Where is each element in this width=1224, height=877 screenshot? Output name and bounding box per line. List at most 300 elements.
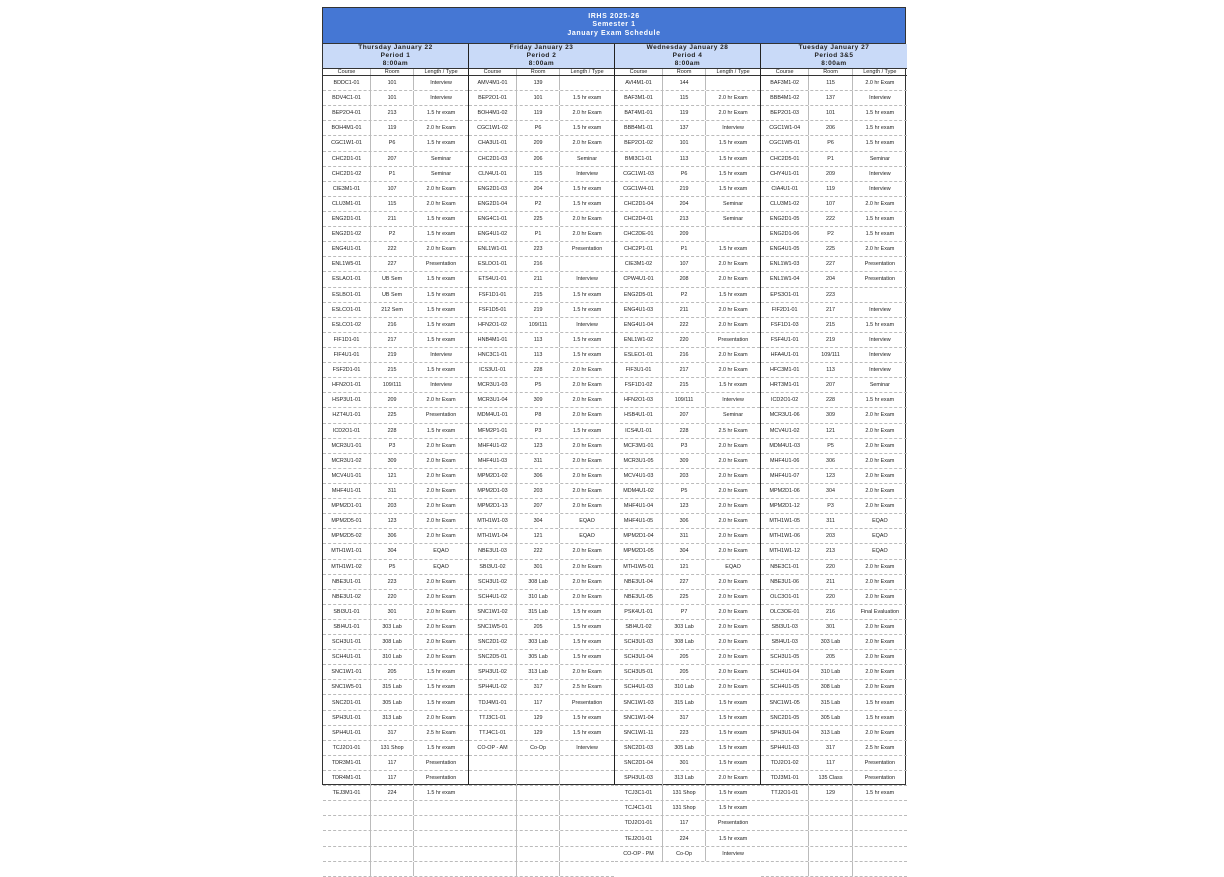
table-row bbox=[761, 695, 907, 710]
length-type-cell: 2.0 hr Exam bbox=[865, 593, 895, 600]
course-cell: SBI4U1-02 bbox=[615, 620, 663, 634]
table-row bbox=[615, 227, 760, 242]
table-row bbox=[761, 257, 907, 272]
room-cell: P6 bbox=[809, 136, 852, 150]
length-type-cell: Presentation bbox=[864, 775, 896, 782]
school-year: IRHS 2025-26 bbox=[588, 12, 640, 20]
course-cell: FSF1D5-01 bbox=[469, 303, 517, 317]
table-row bbox=[469, 695, 614, 710]
table-row bbox=[761, 620, 907, 635]
length-type-cell: 2.0 hr Exam bbox=[865, 427, 895, 434]
table-row bbox=[323, 514, 468, 529]
room-cell: 227 bbox=[371, 257, 414, 271]
length-type-cell: 1.5 hr exam bbox=[718, 744, 748, 751]
length-type-cell: Seminar bbox=[869, 155, 890, 162]
course-cell: OLC3O1-01 bbox=[761, 590, 809, 604]
table-row bbox=[469, 605, 614, 620]
length-type-cell: 2.0 hr Exam bbox=[426, 397, 456, 404]
length-type-cell: Interview bbox=[869, 170, 891, 177]
length-type-cell: 2.0 hr Exam bbox=[718, 593, 748, 600]
room-cell: 129 bbox=[809, 786, 852, 800]
room-cell: 315 Lab bbox=[809, 695, 852, 709]
table-row bbox=[761, 726, 907, 741]
length-type-cell: Presentation bbox=[425, 261, 457, 268]
table-row bbox=[761, 529, 907, 544]
course-cell: MPM2D5-02 bbox=[323, 529, 371, 543]
length-type-cell: 1.5 hr exam bbox=[865, 231, 895, 238]
room-cell: 227 bbox=[809, 257, 852, 271]
table-row bbox=[615, 680, 760, 695]
length-type-cell bbox=[560, 816, 614, 830]
course-cell: CHC2D1-03 bbox=[469, 152, 517, 166]
table-row bbox=[615, 378, 760, 393]
course-cell: SPH3U1-01 bbox=[323, 711, 371, 725]
table-row bbox=[323, 378, 468, 393]
length-type-cell: 2.0 hr Exam bbox=[865, 729, 895, 736]
exam-rows bbox=[615, 76, 760, 862]
room-cell: 224 bbox=[663, 831, 706, 845]
day-header-day: Friday January 23 bbox=[509, 44, 574, 51]
length-type-cell: 2.0 hr Exam bbox=[718, 608, 748, 615]
room-cell: 308 Lab bbox=[809, 680, 852, 694]
course-cell: BEP2O1-01 bbox=[469, 91, 517, 105]
room-cell: 310 Lab bbox=[809, 665, 852, 679]
room-cell: 206 bbox=[517, 152, 560, 166]
table-row bbox=[761, 424, 907, 439]
course-cell: FSF1D1-01 bbox=[469, 288, 517, 302]
length-type-cell: 1.5 hr exam bbox=[572, 654, 602, 661]
course-cell: ICS4U1-01 bbox=[615, 424, 663, 438]
table-row bbox=[761, 333, 907, 348]
table-row bbox=[469, 272, 614, 287]
length-type-cell bbox=[414, 831, 468, 845]
course-cell: ENG2D5-01 bbox=[615, 288, 663, 302]
course-cell: HSB4U1-01 bbox=[615, 408, 663, 422]
table-row bbox=[323, 333, 468, 348]
table-row bbox=[323, 605, 468, 620]
day-header-time: 8:00am bbox=[382, 60, 409, 67]
room-cell: 121 bbox=[809, 424, 852, 438]
table-row bbox=[615, 529, 760, 544]
table-row bbox=[761, 348, 907, 363]
course-cell: ESLCO1-01 bbox=[323, 303, 371, 317]
table-row bbox=[323, 408, 468, 423]
length-type-cell: 1.5 hr exam bbox=[718, 291, 748, 298]
table-row bbox=[615, 303, 760, 318]
room-cell: P3 bbox=[809, 499, 852, 513]
length-type-cell: 2.0 hr Exam bbox=[865, 623, 895, 630]
room-cell: P7 bbox=[663, 605, 706, 619]
room-cell: 313 Lab bbox=[517, 665, 560, 679]
length-type-cell: 1.5 hr exam bbox=[426, 110, 456, 117]
table-row bbox=[615, 152, 760, 167]
room-cell: 205 bbox=[371, 665, 414, 679]
room-cell: 207 bbox=[663, 408, 706, 422]
table-row bbox=[761, 560, 907, 575]
room-cell: 107 bbox=[809, 197, 852, 211]
room-cell: 310 Lab bbox=[517, 590, 560, 604]
table-row bbox=[323, 831, 468, 846]
course-cell: FSF4U1-01 bbox=[761, 333, 809, 347]
length-type-cell: Presentation bbox=[717, 336, 749, 343]
day-header-period: Period 3&5 bbox=[814, 52, 854, 59]
length-type-cell: 2.0 hr Exam bbox=[572, 503, 602, 510]
length-type-cell: Presentation bbox=[571, 246, 603, 253]
course-cell: SNC1W5-01 bbox=[469, 620, 517, 634]
table-row bbox=[469, 847, 614, 862]
room-cell: 222 bbox=[371, 242, 414, 256]
subheader-course: Course bbox=[615, 69, 663, 75]
room-cell: 225 bbox=[371, 408, 414, 422]
course-cell: FIF1D1-01 bbox=[323, 333, 371, 347]
length-type-cell: 2.0 hr Exam bbox=[718, 775, 748, 782]
room-cell: 211 bbox=[809, 575, 852, 589]
room-cell: P1 bbox=[517, 227, 560, 241]
table-row bbox=[469, 318, 614, 333]
course-cell bbox=[323, 847, 371, 861]
room-cell bbox=[371, 831, 414, 845]
length-type-cell: 1.5 hr exam bbox=[865, 714, 895, 721]
table-row bbox=[323, 272, 468, 287]
subheader-room: Room bbox=[517, 69, 560, 75]
length-type-cell: EQAO bbox=[579, 533, 595, 540]
table-row bbox=[323, 590, 468, 605]
room-cell: P3 bbox=[371, 439, 414, 453]
course-cell: SCH4U1-01 bbox=[323, 650, 371, 664]
room-cell: 209 bbox=[517, 136, 560, 150]
subheader-course: Course bbox=[323, 69, 371, 75]
room-cell: 228 bbox=[517, 363, 560, 377]
length-type-cell: 2.0 hr Exam bbox=[426, 623, 456, 630]
table-row bbox=[615, 514, 760, 529]
length-type-cell: 2.0 hr Exam bbox=[718, 669, 748, 676]
length-type-cell bbox=[853, 831, 907, 845]
room-cell: 101 bbox=[371, 91, 414, 105]
table-row bbox=[615, 575, 760, 590]
course-cell: CGC1W1-02 bbox=[469, 121, 517, 135]
course-cell: ENG4U1-01 bbox=[323, 242, 371, 256]
day-header-period: Period 1 bbox=[380, 52, 411, 59]
table-row bbox=[469, 635, 614, 650]
course-cell: CLN4U1-01 bbox=[469, 167, 517, 181]
room-cell: 109/111 bbox=[517, 318, 560, 332]
length-type-cell: 1.5 hr exam bbox=[718, 185, 748, 192]
table-row bbox=[469, 816, 614, 831]
length-type-cell: 2.0 hr Exam bbox=[426, 654, 456, 661]
course-cell: MCV4U1-01 bbox=[323, 469, 371, 483]
course-cell: CHC2DE-01 bbox=[615, 227, 663, 241]
course-cell: MHF4U1-07 bbox=[761, 469, 809, 483]
length-type-cell: 2.0 hr Exam bbox=[865, 503, 895, 510]
room-cell: 119 bbox=[663, 106, 706, 120]
length-type-cell: 1.5 hr exam bbox=[426, 744, 456, 751]
room-cell: 313 Lab bbox=[371, 711, 414, 725]
course-cell: SCH3U1-03 bbox=[615, 635, 663, 649]
course-cell: CIA4U1-01 bbox=[761, 182, 809, 196]
course-cell bbox=[323, 816, 371, 830]
course-cell: HFN2O1-03 bbox=[615, 393, 663, 407]
table-row bbox=[469, 529, 614, 544]
table-row bbox=[469, 121, 614, 136]
course-cell: ENG4C1-01 bbox=[469, 212, 517, 226]
length-type-cell: 2.5 hr Exam bbox=[426, 729, 456, 736]
length-type-cell: Presentation bbox=[425, 775, 457, 782]
table-row bbox=[469, 560, 614, 575]
length-type-cell: 2.0 hr Exam bbox=[426, 200, 456, 207]
length-type-cell: 1.5 hr exam bbox=[572, 95, 602, 102]
room-cell: 101 bbox=[663, 136, 706, 150]
length-type-cell: 2.0 hr Exam bbox=[718, 654, 748, 661]
room-cell bbox=[517, 771, 560, 785]
table-row bbox=[615, 499, 760, 514]
course-cell bbox=[469, 831, 517, 845]
length-type-cell: 2.0 hr Exam bbox=[426, 593, 456, 600]
room-cell: 219 bbox=[663, 182, 706, 196]
table-row bbox=[323, 167, 468, 182]
length-type-cell: 1.5 hr exam bbox=[572, 608, 602, 615]
length-type-cell: 1.5 hr exam bbox=[718, 714, 748, 721]
course-cell: HFC3M1-01 bbox=[761, 363, 809, 377]
course-cell: BAF3M1-01 bbox=[615, 91, 663, 105]
room-cell: 225 bbox=[517, 212, 560, 226]
length-type-cell: 1.5 hr exam bbox=[572, 623, 602, 630]
table-row bbox=[323, 106, 468, 121]
length-type-cell: Seminar bbox=[869, 382, 890, 389]
course-cell: ESLBO1-01 bbox=[323, 288, 371, 302]
course-cell: BEP2O1-02 bbox=[615, 136, 663, 150]
room-cell: Co-Op bbox=[663, 847, 706, 861]
length-type-cell: 1.5 hr exam bbox=[718, 155, 748, 162]
table-row bbox=[323, 197, 468, 212]
length-type-cell: 2.0 hr Exam bbox=[865, 669, 895, 676]
course-cell: BEP2O1-03 bbox=[761, 106, 809, 120]
room-cell: P5 bbox=[663, 484, 706, 498]
length-type-cell bbox=[706, 76, 760, 90]
room-cell: 305 Lab bbox=[663, 741, 706, 755]
subheader-length: Length / Type bbox=[716, 69, 750, 75]
length-type-cell bbox=[853, 801, 907, 815]
room-cell: 301 bbox=[517, 560, 560, 574]
table-row bbox=[469, 76, 614, 91]
table-row bbox=[323, 741, 468, 756]
room-cell: 113 bbox=[517, 348, 560, 362]
room-cell: 213 bbox=[371, 106, 414, 120]
table-row bbox=[761, 303, 907, 318]
room-cell: 129 bbox=[517, 711, 560, 725]
length-type-cell: 1.5 hr exam bbox=[718, 790, 748, 797]
room-cell: 309 bbox=[663, 454, 706, 468]
table-row bbox=[469, 741, 614, 756]
room-cell: 204 bbox=[517, 182, 560, 196]
length-type-cell: Seminar bbox=[431, 170, 452, 177]
length-type-cell: Presentation bbox=[864, 276, 896, 283]
course-cell: HFA4U1-01 bbox=[761, 348, 809, 362]
length-type-cell: 2.5 hr Exam bbox=[718, 427, 748, 434]
table-row bbox=[761, 91, 907, 106]
table-row bbox=[615, 242, 760, 257]
course-cell: ESLAO1-01 bbox=[323, 272, 371, 286]
table-row bbox=[469, 439, 614, 454]
room-cell: 117 bbox=[517, 695, 560, 709]
table-row bbox=[323, 620, 468, 635]
room-cell: 223 bbox=[517, 242, 560, 256]
course-cell: EPS3O1-01 bbox=[761, 288, 809, 302]
length-type-cell: 2.0 hr Exam bbox=[572, 593, 602, 600]
length-type-cell: 1.5 hr exam bbox=[718, 835, 748, 842]
room-cell: 203 bbox=[517, 484, 560, 498]
table-row bbox=[615, 756, 760, 771]
room-cell: 303 Lab bbox=[663, 620, 706, 634]
subheader-room: Room bbox=[371, 69, 414, 75]
length-type-cell: 2.0 hr Exam bbox=[426, 472, 456, 479]
table-row bbox=[761, 816, 907, 831]
day-header-period: Period 2 bbox=[526, 52, 557, 59]
subheader-length: Length / Type bbox=[863, 69, 897, 75]
length-type-cell: 1.5 hr exam bbox=[865, 216, 895, 223]
table-row bbox=[615, 136, 760, 151]
course-cell: HFN2O1-01 bbox=[323, 378, 371, 392]
room-cell: 311 bbox=[809, 514, 852, 528]
course-cell: HNB4M1-01 bbox=[469, 333, 517, 347]
table-row bbox=[761, 121, 907, 136]
course-cell: NBE3U1-06 bbox=[761, 575, 809, 589]
length-type-cell bbox=[414, 801, 468, 815]
length-type-cell: 1.5 hr exam bbox=[718, 759, 748, 766]
room-cell: 228 bbox=[371, 424, 414, 438]
course-cell: MCF3M1-01 bbox=[615, 439, 663, 453]
room-cell: P1 bbox=[809, 152, 852, 166]
room-cell: 309 bbox=[371, 454, 414, 468]
course-cell: ICD2O1-02 bbox=[761, 393, 809, 407]
length-type-cell: EQAO bbox=[579, 518, 595, 525]
length-type-cell: Presentation bbox=[717, 820, 749, 827]
length-type-cell: 1.5 hr exam bbox=[865, 140, 895, 147]
length-type-cell: 2.0 hr Exam bbox=[718, 306, 748, 313]
room-cell bbox=[517, 801, 560, 815]
length-type-cell: 1.5 hr exam bbox=[718, 729, 748, 736]
exam-day-column bbox=[323, 44, 469, 797]
table-row bbox=[761, 786, 907, 801]
semester: Semester 1 bbox=[592, 21, 636, 29]
room-cell: 208 bbox=[663, 272, 706, 286]
course-cell: MHF4U1-06 bbox=[761, 454, 809, 468]
course-cell: BOH4M1-02 bbox=[469, 106, 517, 120]
course-cell: ENG4U1-04 bbox=[615, 318, 663, 332]
table-row bbox=[323, 439, 468, 454]
table-row bbox=[323, 680, 468, 695]
course-cell bbox=[761, 862, 809, 876]
course-cell: NBE3U1-03 bbox=[469, 544, 517, 558]
table-row bbox=[761, 454, 907, 469]
length-type-cell: 2.0 hr Exam bbox=[718, 623, 748, 630]
table-row bbox=[761, 771, 907, 786]
table-row bbox=[615, 212, 760, 227]
room-cell: 219 bbox=[517, 303, 560, 317]
course-cell: SCH3U1-02 bbox=[469, 575, 517, 589]
table-row bbox=[469, 499, 614, 514]
room-cell: 215 bbox=[663, 378, 706, 392]
course-cell: NBE3U1-05 bbox=[615, 590, 663, 604]
length-type-cell: 2.0 hr Exam bbox=[572, 140, 602, 147]
course-cell bbox=[469, 771, 517, 785]
room-cell: 211 bbox=[517, 272, 560, 286]
table-row bbox=[615, 469, 760, 484]
course-cell: SCH4U1-02 bbox=[469, 590, 517, 604]
room-cell: 304 bbox=[517, 514, 560, 528]
table-row bbox=[323, 227, 468, 242]
length-type-cell: 2.0 hr Exam bbox=[426, 246, 456, 253]
table-row bbox=[469, 680, 614, 695]
room-cell bbox=[517, 816, 560, 830]
table-row bbox=[761, 756, 907, 771]
length-type-cell: 2.0 hr Exam bbox=[572, 382, 602, 389]
length-type-cell: 2.0 hr Exam bbox=[718, 442, 748, 449]
length-type-cell bbox=[414, 862, 468, 876]
course-cell: SPH4U1-03 bbox=[761, 741, 809, 755]
course-cell bbox=[469, 816, 517, 830]
table-row bbox=[323, 91, 468, 106]
course-cell: SCH3U1-05 bbox=[761, 650, 809, 664]
table-row bbox=[761, 544, 907, 559]
table-row bbox=[761, 167, 907, 182]
table-row bbox=[469, 484, 614, 499]
course-cell: HNC3C1-01 bbox=[469, 348, 517, 362]
length-type-cell: 2.0 hr Exam bbox=[718, 276, 748, 283]
length-type-cell: 2.0 hr Exam bbox=[718, 533, 748, 540]
course-cell: MTH1W1-02 bbox=[323, 560, 371, 574]
table-row bbox=[761, 484, 907, 499]
table-row bbox=[761, 469, 907, 484]
length-type-cell: Presentation bbox=[571, 699, 603, 706]
course-cell: SPH3U1-04 bbox=[761, 726, 809, 740]
length-type-cell: 1.5 hr exam bbox=[718, 170, 748, 177]
room-cell: 216 bbox=[517, 257, 560, 271]
course-cell: CHC2D5-01 bbox=[761, 152, 809, 166]
length-type-cell: Interview bbox=[869, 95, 891, 102]
length-type-cell bbox=[853, 816, 907, 830]
length-type-cell: EQAO bbox=[872, 548, 888, 555]
course-cell: ENG2D1-03 bbox=[469, 182, 517, 196]
length-type-cell: 1.5 hr exam bbox=[572, 714, 602, 721]
length-type-cell: 2.5 hr Exam bbox=[572, 684, 602, 691]
room-cell bbox=[371, 801, 414, 815]
course-cell: BBB4M1-02 bbox=[761, 91, 809, 105]
length-type-cell: 1.5 hr exam bbox=[718, 805, 748, 812]
course-cell: SCH3U1-01 bbox=[323, 635, 371, 649]
course-cell: MDM4U1-01 bbox=[469, 408, 517, 422]
table-row bbox=[615, 333, 760, 348]
day-header bbox=[469, 44, 614, 69]
length-type-cell: Presentation bbox=[425, 759, 457, 766]
course-cell: SNC1W1-11 bbox=[615, 726, 663, 740]
room-cell: 311 bbox=[517, 454, 560, 468]
room-cell: 207 bbox=[809, 378, 852, 392]
room-cell: 310 Lab bbox=[371, 650, 414, 664]
room-cell: 219 bbox=[371, 348, 414, 362]
length-type-cell: 2.0 hr Exam bbox=[572, 563, 602, 570]
table-row bbox=[761, 862, 907, 877]
course-cell: CGC1W1-03 bbox=[615, 167, 663, 181]
course-cell: MHF4U1-02 bbox=[469, 439, 517, 453]
room-cell: 117 bbox=[371, 771, 414, 785]
room-cell: 207 bbox=[371, 152, 414, 166]
table-row bbox=[469, 182, 614, 197]
length-type-cell: 2.0 hr Exam bbox=[572, 231, 602, 238]
room-cell: 212 Sem bbox=[371, 303, 414, 317]
table-row bbox=[323, 152, 468, 167]
room-cell: 107 bbox=[371, 182, 414, 196]
course-cell: SCH4U1-03 bbox=[615, 680, 663, 694]
